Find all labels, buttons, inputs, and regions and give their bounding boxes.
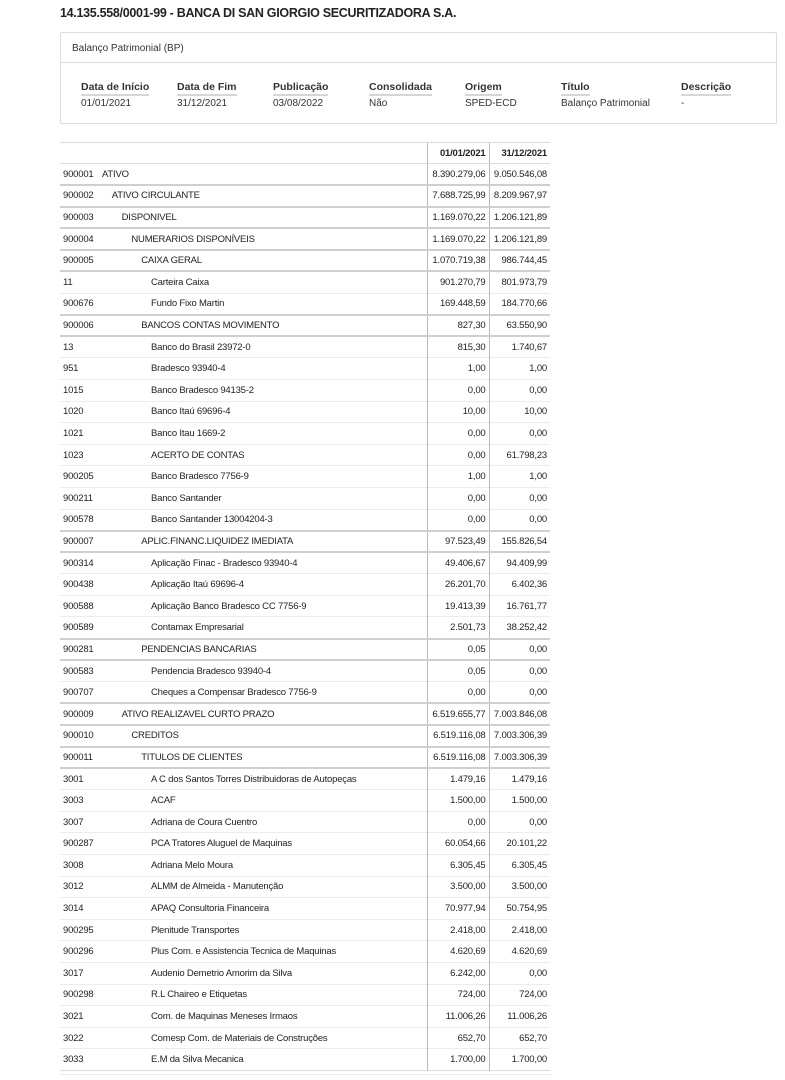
account-name: Adriana de Coura Cuentro (151, 816, 258, 828)
value-end: 801.973,79 (489, 271, 550, 293)
table-row (60, 1049, 550, 1071)
account-name: Audenio Demetrio Amorim da Silva (151, 967, 292, 979)
account-name: Contamax Empresarial (151, 622, 244, 634)
account-name: PCA Tratores Aluguel de Maquinas (151, 838, 292, 850)
value-end: 0,00 (489, 639, 550, 661)
value-end: 0,00 (489, 660, 550, 682)
table-row (60, 293, 550, 315)
account-name: E.M da Silva Mecanica (151, 1054, 244, 1066)
account-name: A C dos Santos Torres Distribuidoras de Autopeças (151, 773, 357, 785)
value-start: 1,00 (427, 358, 489, 380)
account-code: 1021 (63, 427, 84, 439)
account-code: 3003 (63, 795, 84, 807)
account-name: APAQ Consultoria Financeira (151, 902, 269, 914)
value-start: 6.519.116,08 (427, 747, 489, 769)
account-name: BANCOS CONTAS MOVIMENTO (141, 319, 280, 331)
table-row (60, 703, 550, 725)
table-row (60, 444, 550, 466)
account-name: Adriana Melo Moura (151, 859, 233, 871)
value-start: 815,30 (427, 336, 489, 358)
value-start: 1.700,00 (427, 1049, 489, 1071)
account-code: 900287 (63, 838, 94, 850)
account-name: ATIVO (102, 168, 129, 180)
account-code: 900438 (63, 579, 94, 591)
value-start: 0,05 (427, 660, 489, 682)
value-start: 1.169.070,22 (427, 228, 489, 250)
value-end: 1.500,00 (489, 790, 550, 812)
account-code: 900004 (63, 233, 94, 245)
field-descricao (681, 77, 731, 110)
account-code: 900707 (63, 686, 94, 698)
account-code: 900588 (63, 600, 94, 612)
value-end: 184.770,66 (489, 293, 550, 315)
value-start: 97.523,49 (427, 531, 489, 553)
value-end: 10,00 (489, 401, 550, 423)
value-end: 0,00 (489, 509, 550, 531)
value-end: 1.479,16 (489, 768, 550, 790)
table-row (60, 185, 550, 207)
value-start: 1.500,00 (427, 790, 489, 812)
account-name: PENDENCIAS BANCARIAS (141, 643, 257, 655)
table-row (60, 1027, 550, 1049)
account-code: 3007 (63, 816, 84, 828)
account-name: Banco Itau 1669-2 (151, 427, 226, 439)
value-end: 2.418,00 (489, 919, 550, 941)
account-name: ACERTO DE CONTAS (151, 449, 245, 461)
field-value: 01/01/2021 (81, 98, 132, 109)
account-code: 3001 (63, 773, 84, 785)
account-name: Carteira Caixa (151, 277, 209, 289)
table-row (60, 876, 550, 898)
value-start: 6.519.655,77 (427, 703, 489, 725)
value-end: 8.209.967,97 (489, 185, 550, 207)
value-end: 7.003.306,39 (489, 747, 550, 769)
account-code: 951 (63, 363, 79, 375)
value-start: 7.688.725,99 (427, 185, 489, 207)
account-name: NUMERARIOS DISPONÍVEIS (131, 233, 255, 245)
table-row (60, 833, 550, 855)
table-row (60, 250, 550, 272)
value-start: 2.501,73 (427, 617, 489, 639)
table-row (60, 595, 550, 617)
account-name: Banco Santander 13004204-3 (151, 514, 273, 526)
value-start: 2.418,00 (427, 919, 489, 941)
table-row (60, 164, 550, 186)
value-end: 63.550,90 (489, 315, 550, 337)
value-start: 6.242,00 (427, 962, 489, 984)
table-row (60, 315, 550, 337)
account-code: 900006 (63, 319, 94, 331)
account-code: 900011 (63, 751, 93, 763)
account-code: 1015 (63, 384, 84, 396)
account-code: 900295 (63, 924, 94, 936)
field-consolidada (369, 77, 432, 110)
table-row (60, 747, 550, 769)
table-row (60, 401, 550, 423)
table-row (60, 660, 550, 682)
value-end: 0,00 (489, 682, 550, 704)
value-end: 7.003.306,39 (489, 725, 550, 747)
field-publicacao (273, 77, 328, 110)
account-code: 900211 (63, 492, 93, 504)
value-end: 724,00 (489, 984, 550, 1006)
account-code: 3014 (63, 902, 84, 914)
table-row (60, 617, 550, 639)
value-start: 0,00 (427, 487, 489, 509)
account-code: 900009 (63, 708, 94, 720)
field-data-inicio (81, 77, 149, 110)
value-start: 901.270,79 (427, 271, 489, 293)
value-end: 0,00 (489, 379, 550, 401)
value-end: 1,00 (489, 358, 550, 380)
account-name: Banco Bradesco 94135-2 (151, 384, 254, 396)
account-name: Banco Itaú 69696-4 (151, 406, 231, 418)
account-code: 900005 (63, 255, 94, 267)
value-start: 1.479,16 (427, 768, 489, 790)
value-start: 0,00 (427, 682, 489, 704)
account-code: 3008 (63, 859, 84, 871)
account-code: 900205 (63, 471, 94, 483)
table-row (60, 725, 550, 747)
account-name: APLIC.FINANC.LIQUIDEZ IMEDIATA (141, 535, 294, 547)
field-titulo (561, 77, 650, 110)
value-end: 16.761,77 (489, 595, 550, 617)
table-row (60, 207, 550, 229)
account-name: Aplicação Finac - Bradesco 93940-4 (151, 557, 298, 569)
value-end: 3.500,00 (489, 876, 550, 898)
value-start: 169.448,59 (427, 293, 489, 315)
field-value: 31/12/2021 (177, 98, 228, 109)
page-title: 14.135.558/0001-99 - BANCA DI SAN GIORGIO SECURITIZADORA S.A. (60, 6, 457, 20)
account-code: 3022 (63, 1032, 84, 1044)
value-end: 1.740,67 (489, 336, 550, 358)
value-start: 19.413,39 (427, 595, 489, 617)
account-code: 900001 (63, 168, 94, 180)
value-start: 8.390.279,06 (427, 164, 489, 186)
value-start: 0,00 (427, 509, 489, 531)
account-name: ACAF (151, 795, 176, 807)
value-end: 0,00 (489, 811, 550, 833)
table-row (60, 531, 550, 553)
table-row (60, 228, 550, 250)
table-row (60, 984, 550, 1006)
value-end: 50.754,95 (489, 898, 550, 920)
value-end: 0,00 (489, 487, 550, 509)
account-name: ATIVO CIRCULANTE (111, 190, 200, 202)
field-data-fim (177, 77, 237, 110)
value-end: 38.252,42 (489, 617, 550, 639)
field-label: Título (561, 81, 590, 96)
value-end: 4.620,69 (489, 941, 550, 963)
account-name: Bradesco 93940-4 (151, 363, 226, 375)
value-start: 1,00 (427, 466, 489, 488)
field-label: Descrição (681, 81, 731, 96)
table-row (60, 768, 550, 790)
table-bottom-divider (60, 1074, 552, 1075)
account-name: Fundo Fixo Martin (151, 298, 225, 310)
account-code: 1023 (63, 449, 84, 461)
value-end: 20.101,22 (489, 833, 550, 855)
account-name: Banco Bradesco 7756-9 (151, 471, 249, 483)
account-name: Com. de Maquinas Meneses Irmaos (151, 1010, 298, 1022)
field-label: Data de Início (81, 81, 149, 96)
account-code: 3017 (63, 967, 84, 979)
account-code: 900010 (63, 730, 94, 742)
balance-sheet-table (60, 142, 550, 1071)
value-end: 1,00 (489, 466, 550, 488)
account-name: ALMM de Almeida - Manutenção (151, 881, 284, 893)
account-code: 900298 (63, 989, 94, 1001)
value-start: 1.070.719,38 (427, 250, 489, 272)
table-row (60, 790, 550, 812)
value-end: 1.206.121,89 (489, 207, 550, 229)
field-origem (465, 77, 517, 110)
account-name: Banco Santander (151, 492, 222, 504)
table-row (60, 271, 550, 293)
value-start: 6.519.116,08 (427, 725, 489, 747)
table-row (60, 1006, 550, 1028)
field-label: Origem (465, 81, 502, 96)
account-code: 900676 (63, 298, 94, 310)
value-start: 3.500,00 (427, 876, 489, 898)
column-header-code (60, 143, 102, 164)
account-code: 900296 (63, 946, 94, 958)
panel-body (61, 63, 776, 123)
column-header-start-date: 01/01/2021 (427, 143, 489, 164)
value-end: 11.006,26 (489, 1006, 550, 1028)
account-name: CAIXA GERAL (141, 255, 202, 267)
value-end: 0,00 (489, 962, 550, 984)
table-row (60, 423, 550, 445)
value-start: 652,70 (427, 1027, 489, 1049)
account-name: ATIVO REALIZAVEL CURTO PRAZO (121, 708, 275, 720)
value-start: 0,05 (427, 639, 489, 661)
account-code: 900578 (63, 514, 94, 526)
account-name: Cheques a Compensar Bradesco 7756-9 (151, 686, 317, 698)
value-start: 0,00 (427, 444, 489, 466)
value-end: 1.700,00 (489, 1049, 550, 1071)
value-start: 26.201,70 (427, 574, 489, 596)
field-label: Data de Fim (177, 81, 237, 96)
account-code: 900007 (63, 535, 94, 547)
table-row (60, 487, 550, 509)
account-code: 900002 (63, 190, 94, 202)
value-end: 6.402,36 (489, 574, 550, 596)
table-row (60, 552, 550, 574)
value-end: 652,70 (489, 1027, 550, 1049)
field-value: 03/08/2022 (273, 98, 324, 109)
account-code: 900314 (63, 557, 94, 569)
value-start: 724,00 (427, 984, 489, 1006)
table-row (60, 336, 550, 358)
field-value: Balanço Patrimonial (561, 98, 650, 109)
field-value: - (681, 98, 685, 109)
table-row (60, 574, 550, 596)
table-row (60, 962, 550, 984)
account-name: DISPONIVEL (121, 211, 177, 223)
account-code: 900589 (63, 622, 94, 634)
table-row (60, 379, 550, 401)
field-label: Publicação (273, 81, 328, 96)
table-row (60, 811, 550, 833)
value-end: 0,00 (489, 423, 550, 445)
account-code: 1020 (63, 406, 84, 418)
table-header-row (60, 143, 550, 164)
value-start: 0,00 (427, 379, 489, 401)
value-start: 827,30 (427, 315, 489, 337)
account-name: Plus Com. e Assistencia Tecnica de Maquinas (151, 946, 337, 958)
table-row (60, 682, 550, 704)
account-name: Aplicação Banco Bradesco CC 7756-9 (151, 600, 307, 612)
value-end: 155.826,54 (489, 531, 550, 553)
account-code: 900281 (63, 643, 94, 655)
field-value: SPED-ECD (465, 98, 517, 109)
account-name: Comesp Com. de Materiais de Construções (151, 1032, 328, 1044)
value-start: 1.169.070,22 (427, 207, 489, 229)
panel-heading: Balanço Patrimonial (BP) (61, 33, 776, 63)
value-start: 60.054,66 (427, 833, 489, 855)
value-start: 6.305,45 (427, 855, 489, 877)
account-name: R.L Chaireo e Etiquetas (151, 989, 247, 1001)
table-row (60, 509, 550, 531)
value-end: 9.050.546,08 (489, 164, 550, 186)
value-end: 986.744,45 (489, 250, 550, 272)
account-code: 900003 (63, 211, 94, 223)
account-name: CREDITOS (131, 730, 179, 742)
table-row (60, 941, 550, 963)
value-end: 6.305,45 (489, 855, 550, 877)
table-row (60, 919, 550, 941)
value-end: 94.409,99 (489, 552, 550, 574)
value-start: 49.406,67 (427, 552, 489, 574)
table-body (60, 164, 550, 1071)
table-row (60, 466, 550, 488)
account-name: TITULOS DE CLIENTES (141, 751, 243, 763)
value-end: 61.798,23 (489, 444, 550, 466)
field-label: Consolidada (369, 81, 432, 96)
info-panel (60, 32, 777, 124)
account-code: 3012 (63, 881, 84, 893)
account-name: Pendencia Bradesco 93940-4 (151, 665, 271, 677)
account-code: 900583 (63, 665, 94, 677)
account-name: Banco do Brasil 23972-0 (151, 341, 251, 353)
value-end: 1.206.121,89 (489, 228, 550, 250)
value-start: 4.620,69 (427, 941, 489, 963)
value-end: 7.003.846,08 (489, 703, 550, 725)
value-start: 70.977,94 (427, 898, 489, 920)
account-name: Aplicação Itaú 69696-4 (151, 579, 244, 591)
column-header-name (102, 143, 427, 164)
value-start: 10,00 (427, 401, 489, 423)
account-code: 3033 (63, 1054, 84, 1066)
value-start: 0,00 (427, 423, 489, 445)
column-header-end-date: 31/12/2021 (489, 143, 550, 164)
field-value: Não (369, 98, 388, 109)
account-code: 11 (63, 277, 73, 289)
table-row (60, 855, 550, 877)
account-code: 13 (63, 341, 74, 353)
table-row (60, 898, 550, 920)
account-name: Plenitude Transportes (151, 924, 240, 936)
value-start: 11.006,26 (427, 1006, 489, 1028)
account-code: 3021 (63, 1010, 84, 1022)
table-row (60, 639, 550, 661)
table-row (60, 358, 550, 380)
value-start: 0,00 (427, 811, 489, 833)
